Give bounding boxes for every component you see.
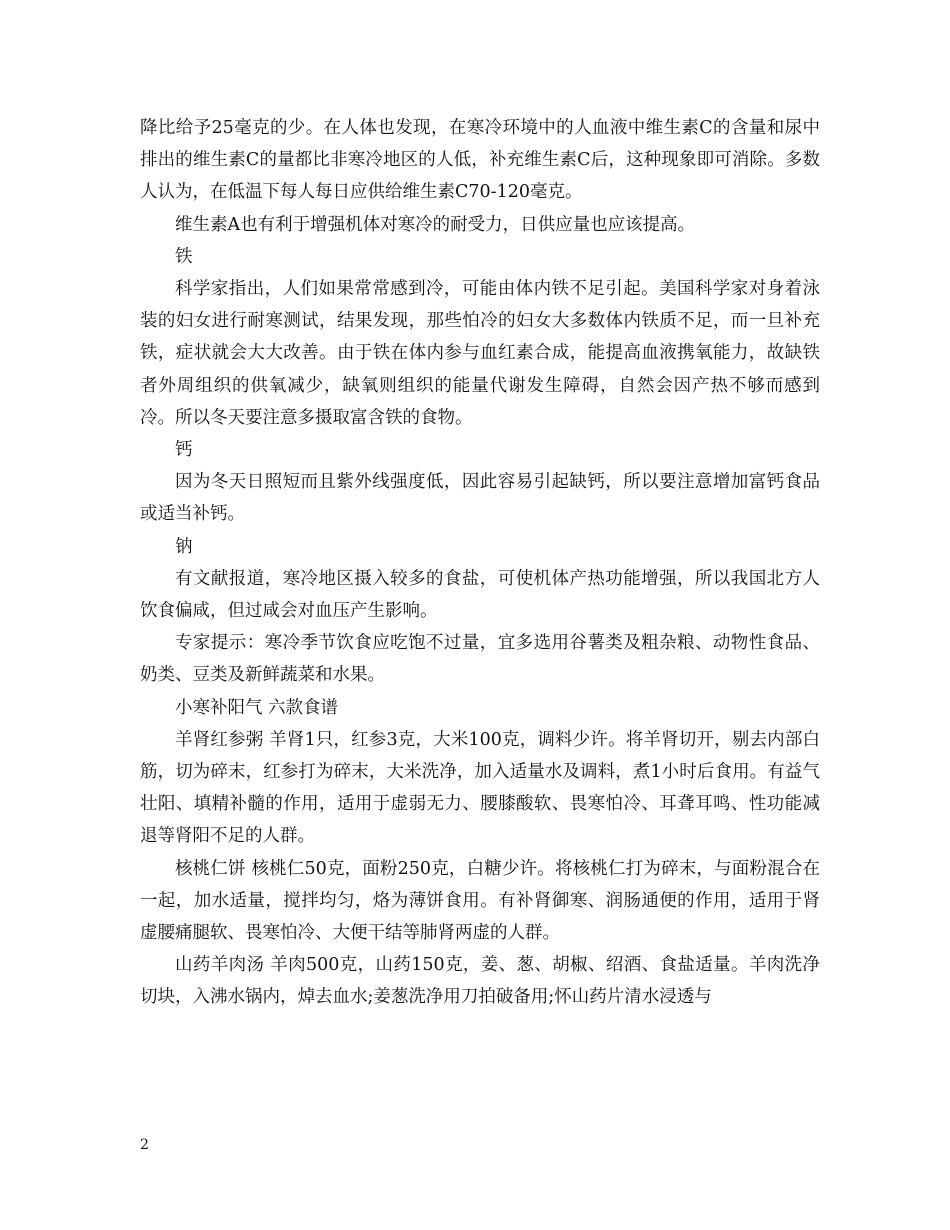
page-number: 2 (140, 1137, 149, 1153)
paragraph: 维生素A也有利于增强机体对寒冷的耐受力，日供应量也应该提高。 (175, 214, 696, 235)
paragraph: 降比给予25毫克的少。在人体也发现，在寒冷环境中的人血液中维生素C的含量和尿中排出的维生素C的量都比非寒冷地区的人低，补充维生素C后，这种现象即可消除。多数人认为，在低温下每人每日应供给维生素C70-120毫克。 (140, 118, 820, 203)
paragraph: 有文献报道，寒冷地区摄入较多的食盐，可使机体产热功能增强，所以我国北方人饮食偏咸，但过咸会对血压产生影响。 (140, 568, 820, 622)
paragraph: 因为冬天日照短而且紫外线强度低，因此容易引起缺钙，所以要注意增加富钙食品或适当补钙。 (140, 472, 820, 525)
paragraph: 科学家指出，人们如果常常感到冷，可能由体内铁不足引起。美国科学家对身着泳装的妇女进行耐寒测试，结果发现，那些怕冷的妇女大多数体内铁质不足，而一旦补充铁，症状就会大大改善。由于铁在体内参与血红素合成，能提高血液携氧能力，故缺铁者外周组织的供氧减少，缺氧则组织的能量代谢发生障碍，自然会因产热不够而感到冷。所以冬天要注意多摄取富含铁的食物。 (140, 279, 820, 428)
section-heading: 铁 (175, 246, 193, 267)
paragraph: 核桃仁饼 核桃仁50克，面粉250克，白糖少许。将核桃仁打为碎末，与面粉混合在一起，加水适量，搅拌均匀，烙为薄饼食用。有补肾御寒、润肠通便的作用，适用于肾虚腰痛腿软、畏寒怕冷、大便干结等肺肾两虚的人群。 (140, 858, 820, 944)
paragraph: 山药羊肉汤 羊肉500克，山药150克，姜、葱、胡椒、绍酒、食盐适量。羊肉洗净切块，入沸水锅内，焯去血水;姜葱洗净用刀拍破备用;怀山药片清水浸透与 (140, 955, 820, 1008)
paragraph: 专家提示：寒冷季节饮食应吃饱不过量，宜多选用谷薯类及粗杂粮、动物性食品、奶类、豆类及新鲜蔬菜和水果。 (140, 633, 820, 686)
section-heading: 小寒补阳气 六款食谱 (175, 697, 339, 718)
document-body (140, 112, 820, 1014)
section-heading: 钠 (175, 536, 193, 557)
section-heading: 钙 (175, 440, 193, 461)
paragraph: 羊肾红参粥 羊肾1只，红参3克，大米100克，调料少许。将羊肾切开，剔去内部白筋，切为碎末，红参打为碎末，大米洗净，加入适量水及调料，煮1小时后食用。有益气壮阳、填精补髓的作用，适用于虚弱无力、腰膝酸软、畏寒怕冷、耳聋耳鸣、性功能减退等肾阳不足的人群。 (140, 729, 820, 847)
